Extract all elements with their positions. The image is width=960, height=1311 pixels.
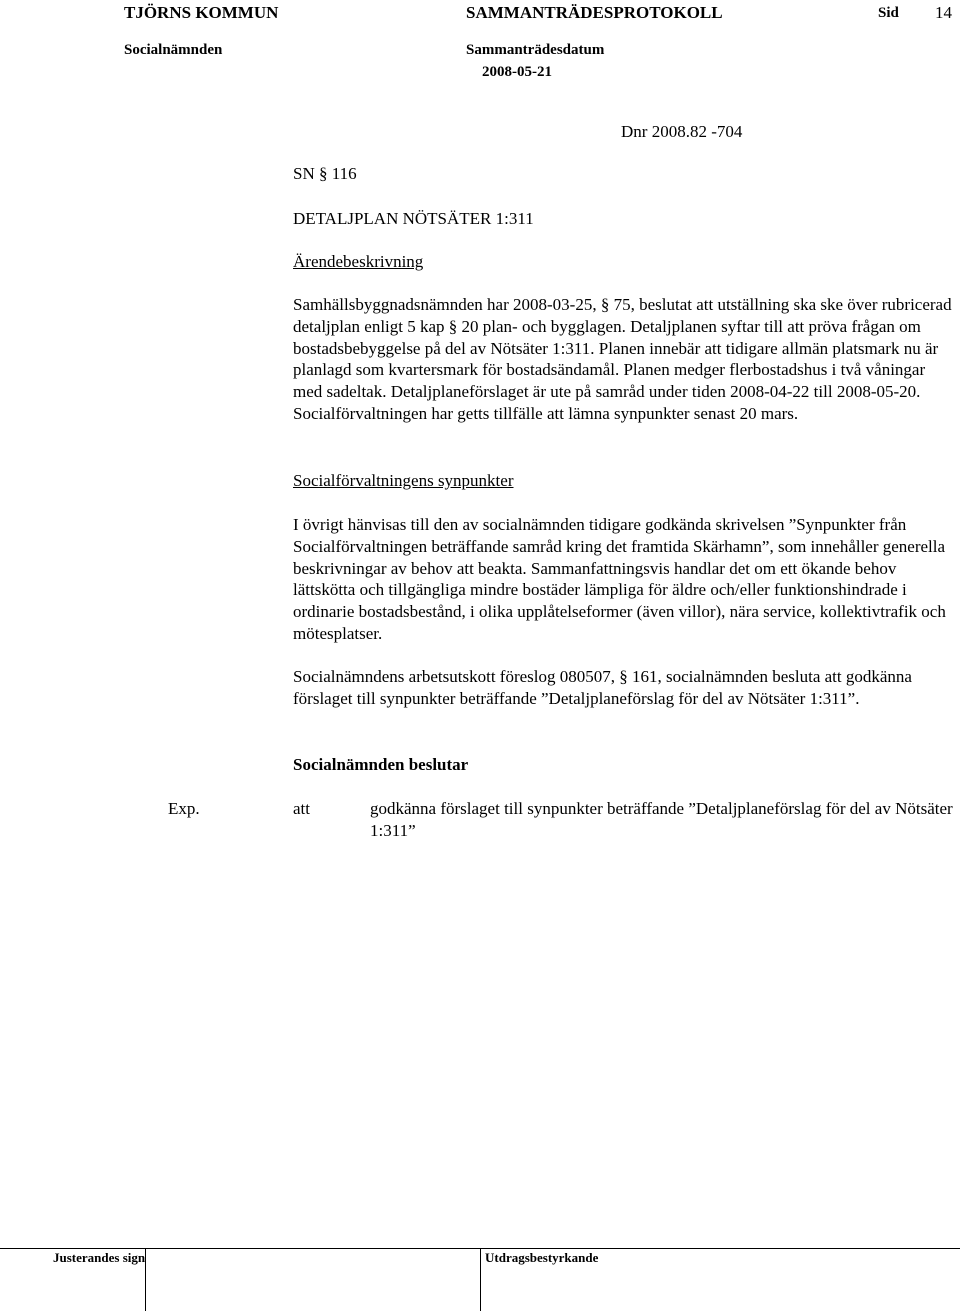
meeting-date-label: Sammanträdesdatum [466,42,605,58]
page-label: Sid [878,5,899,21]
att-label: att [293,799,310,818]
footer-divider-2 [480,1248,481,1311]
case-title: DETALJPLAN NÖTSÄTER 1:311 [293,209,534,228]
case-number: Dnr 2008.82 -704 [621,122,743,141]
description-text: Samhällsbyggnadsnämnden har 2008-03-25, § 75, beslutat att utställning ska ske över rubricerad detaljplan enligt 5 kap § 20 plan- och bygglagen. Detaljplanen syftar till att pröva frågan om bostadsbebyggelse på del av Nötsäter 1:311. Planen innebär att tidigare allmän platsmark nu är planlagd som kvartersmark för bostadsändamål. Planen medger flerbostadshus i två våningar med sadeltak. Detaljplaneförslaget är ute på samråd under tiden 2008-04-22 till 2008-05-20. Socialförvaltningen har getts tillfälle att lämna synpunkter senast 20 mars. [293,295,952,423]
document-type: SAMMANTRÄDESPROTOKOLL [466,3,723,22]
views-text: I övrigt hänvisas till den av socialnämnden tidigare godkända skrivelsen ”Synpunkter från Socialförvaltningen beträffande samråd kring det framtida Skärhamn”, som innehåller generella beskrivningar av behov att beakta. Sammanfattningsvis handlar det om ett ökande behov lättskötta och tillgängliga mindre bostäder lämpliga för äldre och/eller funktionshindrade i ordinarie bostadsbestånd, i olika upplåtelseformer (även villor), nära service, kollektivtrafik och mötesplatser. [293,515,946,643]
decision-heading: Socialnämnden beslutar [293,755,469,774]
section-number: SN § 116 [293,164,357,183]
exp-label: Exp. [168,799,200,818]
meeting-date: 2008-05-21 [482,64,552,80]
page-number: 14 [935,3,952,22]
sign-label: Justerandes sign [53,1250,146,1265]
footer-divider-1 [145,1248,146,1311]
municipality-name: TJÖRNS KOMMUN [124,3,279,22]
decision-text: godkänna förslaget till synpunkter beträffande ”Detaljplaneförslag för del av Nötsäter 1:311” [370,799,953,840]
views-heading: Socialförvaltningens synpunkter [293,471,514,490]
description-heading: Ärendebeskrivning [293,252,424,271]
proposal-text: Socialnämndens arbetsutskott föreslog 080507, § 161, socialnämnden besluta att godkänna förslaget till synpunkter beträffande ”Detaljplaneförslag för del av Nötsäter 1:311”. [293,667,912,708]
committee-name: Socialnämnden [124,42,223,58]
extract-label: Utdragsbestyrkande [485,1250,599,1265]
